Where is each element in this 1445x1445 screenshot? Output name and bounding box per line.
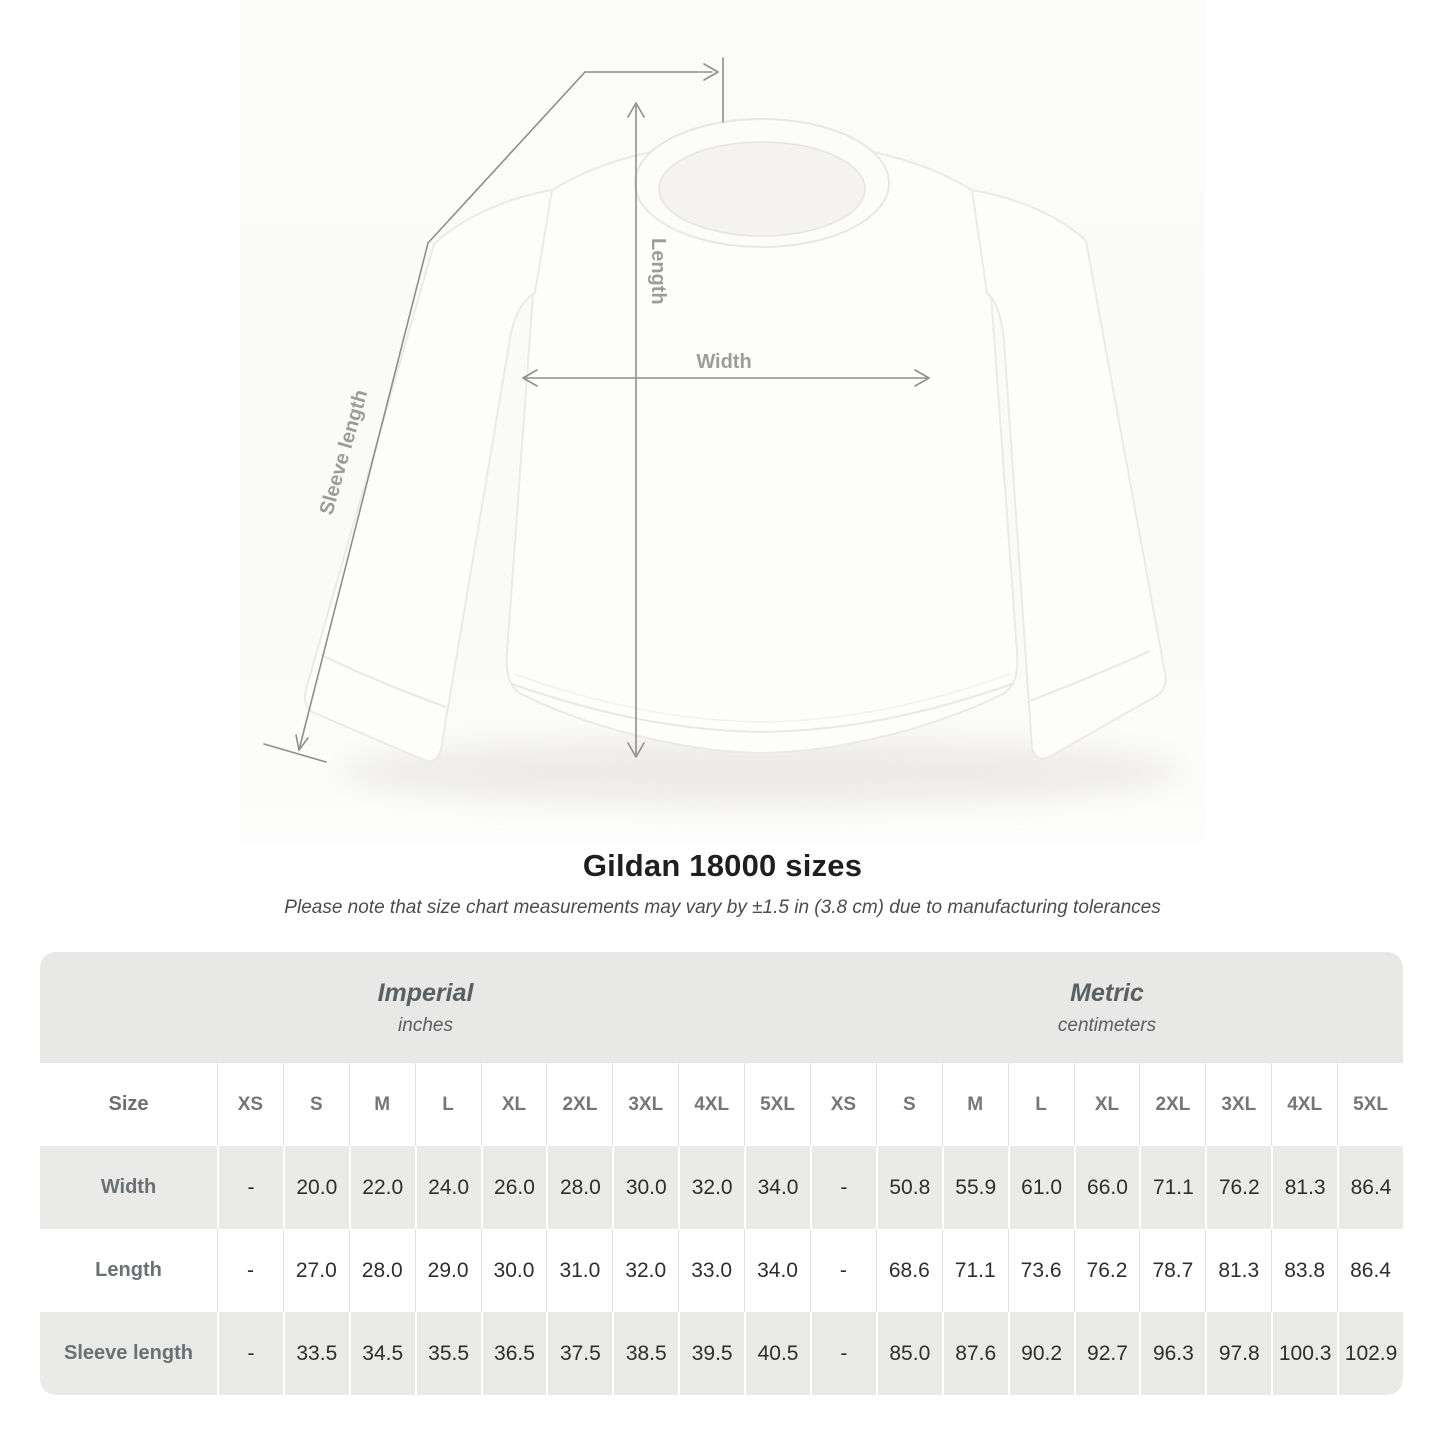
value-cell: 90.2 <box>1008 1312 1074 1395</box>
value-cell: 87.6 <box>942 1312 1008 1395</box>
value-cell: 22.0 <box>349 1146 415 1229</box>
imperial-label: Imperial <box>377 978 474 1007</box>
row-label-cell: Width <box>40 1146 217 1229</box>
unit-group-metric <box>811 952 1403 1063</box>
value-cell: 27.0 <box>283 1229 349 1312</box>
value-cell: 24.0 <box>415 1146 481 1229</box>
size-col-header: 5XL <box>744 1063 810 1146</box>
size-col-header: XL <box>1074 1063 1140 1146</box>
row-label-cell: Length <box>95 1259 162 1281</box>
tolerance-note: Please note that size chart measurements may vary by ±1.5 in (3.8 cm) due to manufacturing tolerances <box>284 897 1161 918</box>
value-cell: 61.0 <box>1008 1146 1074 1229</box>
size-col-header: M <box>349 1063 415 1146</box>
value-cell: 71.1 <box>942 1229 1008 1312</box>
sweatshirt-illustration <box>305 119 1166 761</box>
size-col-header: S <box>876 1063 942 1146</box>
page-title: Gildan 18000 sizes <box>582 848 863 883</box>
size-col-header: 4XL <box>678 1063 744 1146</box>
value-cell: 96.3 <box>1139 1312 1205 1395</box>
value-cell: 30.0 <box>481 1229 547 1312</box>
value-cell: 86.4 <box>1337 1229 1403 1312</box>
value-cell: 28.0 <box>349 1229 415 1312</box>
collar-opening <box>659 142 865 236</box>
value-cell: 39.5 <box>678 1312 744 1395</box>
value-cell: 33.5 <box>283 1312 349 1395</box>
value-cell: 81.3 <box>1271 1146 1337 1229</box>
metric-unit-label: centimeters <box>1057 1014 1157 1036</box>
value-cell: 92.7 <box>1074 1312 1140 1395</box>
size-col-header: 3XL <box>612 1063 678 1146</box>
size-col-header: L <box>1008 1063 1074 1146</box>
value-cell: 20.0 <box>283 1146 349 1229</box>
row-label-cell: Sleeve length <box>40 1312 217 1395</box>
value-cell: - <box>810 1229 876 1312</box>
value-cell: 100.3 <box>1271 1312 1337 1395</box>
value-cell: 73.6 <box>1008 1229 1074 1312</box>
value-cell: 32.0 <box>612 1229 678 1312</box>
value-cell: - <box>810 1312 876 1395</box>
value-cell: 36.5 <box>481 1312 547 1395</box>
value-cell: 34.0 <box>744 1229 810 1312</box>
value-cell: 50.8 <box>876 1146 942 1229</box>
value-cell: 97.8 <box>1205 1312 1271 1395</box>
value-cell: - <box>810 1146 876 1229</box>
imperial-unit-label: inches <box>398 1014 453 1036</box>
value-cell: 85.0 <box>876 1312 942 1395</box>
value-cell: 86.4 <box>1337 1146 1403 1229</box>
length-measure-label: Length <box>647 238 669 305</box>
width-measure-label: Width <box>696 351 752 373</box>
sleeve-length-end-tick <box>264 744 326 762</box>
sleeve-length-measure-label: Sleeve length <box>315 387 373 518</box>
value-cell: 38.5 <box>612 1312 678 1395</box>
value-cell: 71.1 <box>1139 1146 1205 1229</box>
size-col-header: 5XL <box>1337 1063 1403 1146</box>
value-cell: 102.9 <box>1337 1312 1403 1395</box>
value-cell: 35.5 <box>415 1312 481 1395</box>
value-cell: 81.3 <box>1205 1229 1271 1312</box>
value-cell: 30.0 <box>612 1146 678 1229</box>
value-cell: 32.0 <box>678 1146 744 1229</box>
size-col-header: 2XL <box>1139 1063 1205 1146</box>
size-header-cell: Size <box>108 1093 149 1115</box>
size-col-header: 4XL <box>1271 1063 1337 1146</box>
metric-label: Metric <box>1070 978 1144 1007</box>
value-cell: 29.0 <box>415 1229 481 1312</box>
value-cell: 26.0 <box>481 1146 547 1229</box>
value-cell: 66.0 <box>1074 1146 1140 1229</box>
value-cell: 33.0 <box>678 1229 744 1312</box>
unit-group-imperial <box>40 952 811 1063</box>
size-grid <box>40 1063 1403 1395</box>
size-col-header: XS <box>810 1063 876 1146</box>
value-cell: 40.5 <box>744 1312 810 1395</box>
value-cell: - <box>217 1146 283 1229</box>
value-cell: 76.2 <box>1205 1146 1271 1229</box>
value-cell: - <box>217 1229 283 1312</box>
value-cell: 78.7 <box>1139 1229 1205 1312</box>
value-cell: 34.0 <box>744 1146 810 1229</box>
unit-header-band <box>40 952 1403 1063</box>
size-col-header: XS <box>217 1063 283 1146</box>
value-cell: 34.5 <box>349 1312 415 1395</box>
size-table <box>40 952 1403 1395</box>
size-col-header: L <box>415 1063 481 1146</box>
value-cell: 83.8 <box>1271 1229 1337 1312</box>
size-col-header: 2XL <box>546 1063 612 1146</box>
value-cell: 31.0 <box>546 1229 612 1312</box>
value-cell: - <box>217 1312 283 1395</box>
size-col-header: M <box>942 1063 1008 1146</box>
value-cell: 68.6 <box>876 1229 942 1312</box>
size-col-header: S <box>283 1063 349 1146</box>
value-cell: 55.9 <box>942 1146 1008 1229</box>
value-cell: 28.0 <box>546 1146 612 1229</box>
value-cell: 37.5 <box>546 1312 612 1395</box>
size-col-header: 3XL <box>1205 1063 1271 1146</box>
size-col-header: XL <box>481 1063 547 1146</box>
value-cell: 76.2 <box>1074 1229 1140 1312</box>
